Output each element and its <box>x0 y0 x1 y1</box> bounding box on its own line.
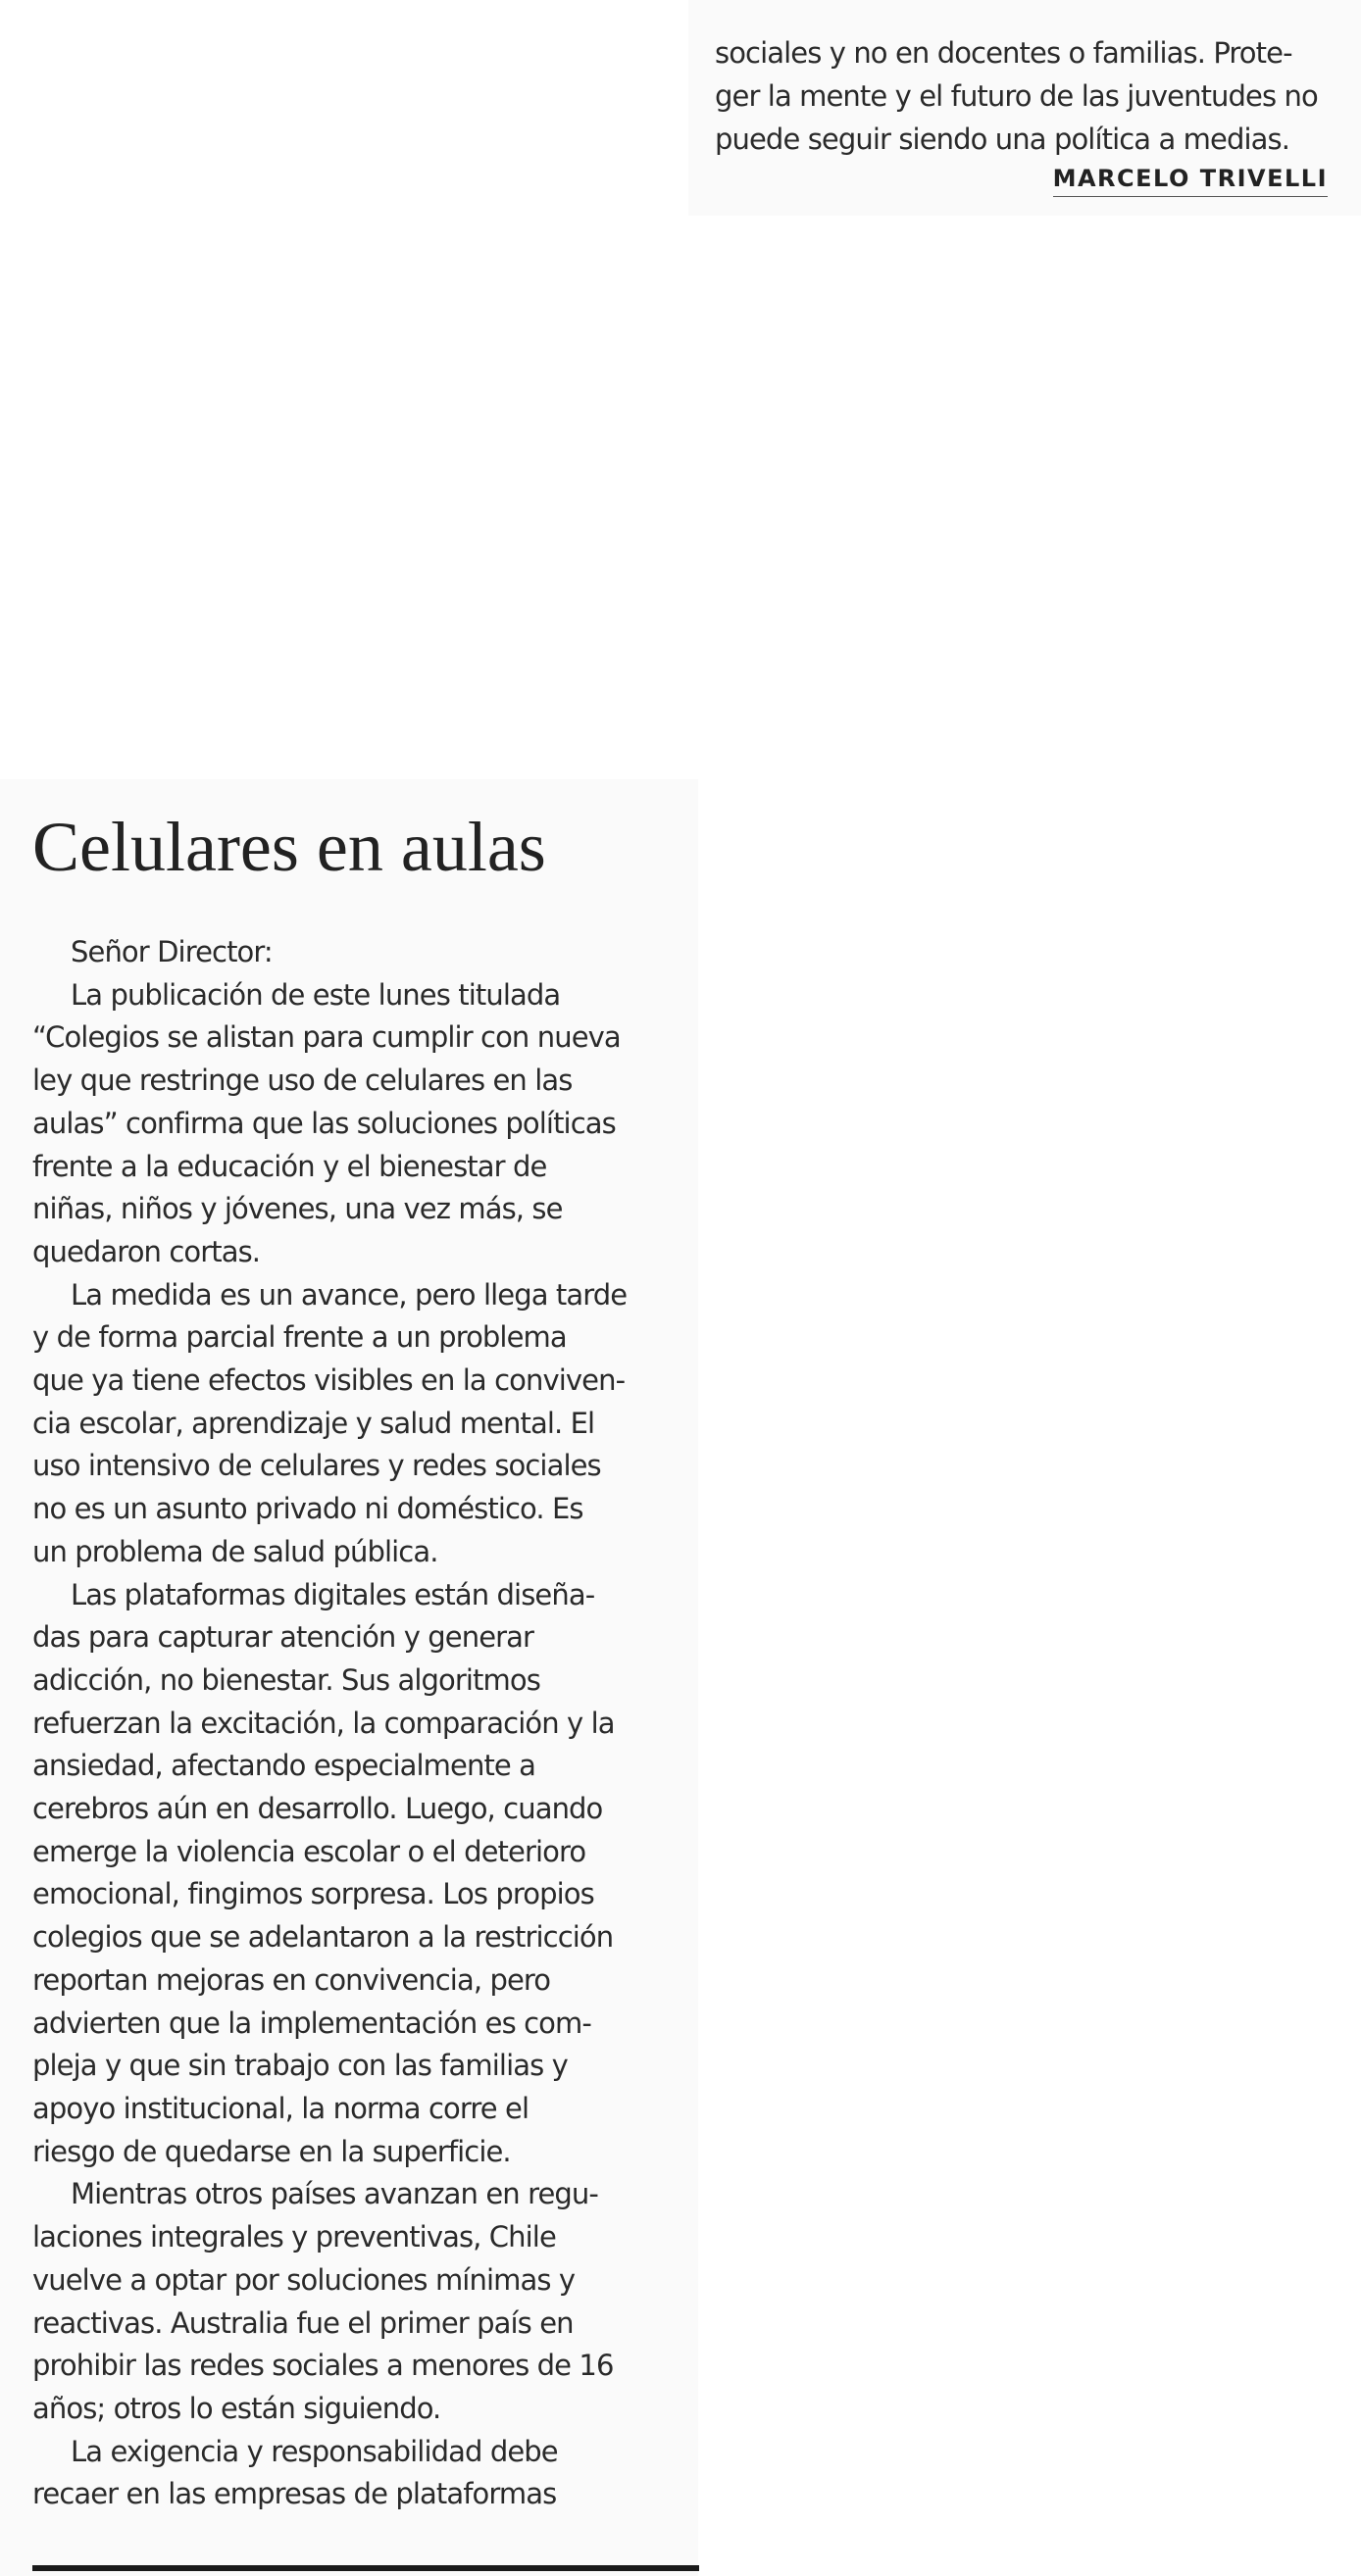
text-line: y de forma parcial frente a un problema <box>32 1320 567 1355</box>
text-line: recaer en las empresas de plataformas <box>32 2477 557 2511</box>
text-line: emerge la violencia escolar o el deterioro <box>32 1834 586 1868</box>
letter-headline: Celulares en aulas <box>32 808 546 886</box>
text-line: colegios que se adelantaron a la restricción <box>32 1920 614 1955</box>
text-line: niñas, niños y jóvenes, una vez más, se <box>32 1192 563 1226</box>
previous-letter-ending <box>715 31 1328 161</box>
text-line: quedaron cortas. <box>32 1234 261 1268</box>
text-line: emocional, fingimos sorpresa. Los propios <box>32 1877 594 1911</box>
text-line: cerebros aún en desarrollo. Luego, cuando <box>32 1792 603 1826</box>
text-line: ansiedad, afectando especialmente a <box>32 1749 536 1783</box>
text-line: ger la mente y el futuro de las juventudes no <box>715 79 1318 113</box>
text-line: no es un asunto privado ni doméstico. Es <box>32 1492 583 1526</box>
text-line: La exigencia y responsabilidad debe <box>71 2434 558 2468</box>
text-line: un problema de salud pública. <box>32 1534 438 1568</box>
text-line: frente a la educación y el bienestar de <box>32 1149 547 1183</box>
text-line: vuelve a optar por soluciones mínimas y <box>32 2262 576 2297</box>
text-line: adicción, no bienestar. Sus algoritmos <box>32 1662 540 1697</box>
text-line: La medida es un avance, pero llega tarde <box>71 1277 628 1312</box>
text-line: cia escolar, aprendizaje y salud mental. El <box>32 1406 595 1440</box>
text-line: pleja y que sin trabajo con las familias y <box>32 2049 568 2083</box>
text-line: La publicación de este lunes titulada <box>71 977 561 1012</box>
text-line: das para capturar atención y generar <box>32 1620 534 1655</box>
text-line: riesgo de quedarse en la superficie. <box>32 2134 511 2168</box>
text-line: reportan mejoras en convivencia, pero <box>32 1962 551 1997</box>
text-line: Mientras otros países avanzan en regu- <box>71 2177 598 2211</box>
text-line: advierten que la implementación es com- <box>32 2006 591 2040</box>
text-line: “Colegios se alistan para cumplir con nueva <box>32 1020 621 1055</box>
text-line: uso intensivo de celulares y redes sociales <box>32 1449 601 1483</box>
text-line: apoyo institucional, la norma corre el <box>32 2091 529 2125</box>
column-bottom-rule <box>32 2565 699 2571</box>
text-line: Las plataformas digitales están diseña- <box>71 1577 595 1611</box>
text-line: reactivas. Australia fue el primer país en <box>32 2305 574 2340</box>
salutation: Señor Director: <box>71 935 273 968</box>
text-line: refuerzan la excitación, la comparación y la <box>32 1706 615 1740</box>
text-line: años; otros lo están siguiendo. <box>32 2391 441 2425</box>
text-line: prohibir las redes sociales a menores de 16 <box>32 2349 614 2383</box>
text-line: ley que restringe uso de celulares en las <box>32 1064 573 1098</box>
text-line: sociales y no en docentes o familias. Prote- <box>715 36 1292 70</box>
author-signature: MARCELO TRIVELLI <box>1053 165 1328 197</box>
text-line: laciones integrales y preventivas, Chile <box>32 2220 556 2254</box>
letter-body <box>32 931 680 2516</box>
text-line: que ya tiene efectos visibles en la conviven- <box>32 1363 626 1398</box>
text-line: aulas” confirma que las soluciones políticas <box>32 1106 616 1140</box>
text-line: puede seguir siendo una política a medias. <box>715 123 1290 156</box>
